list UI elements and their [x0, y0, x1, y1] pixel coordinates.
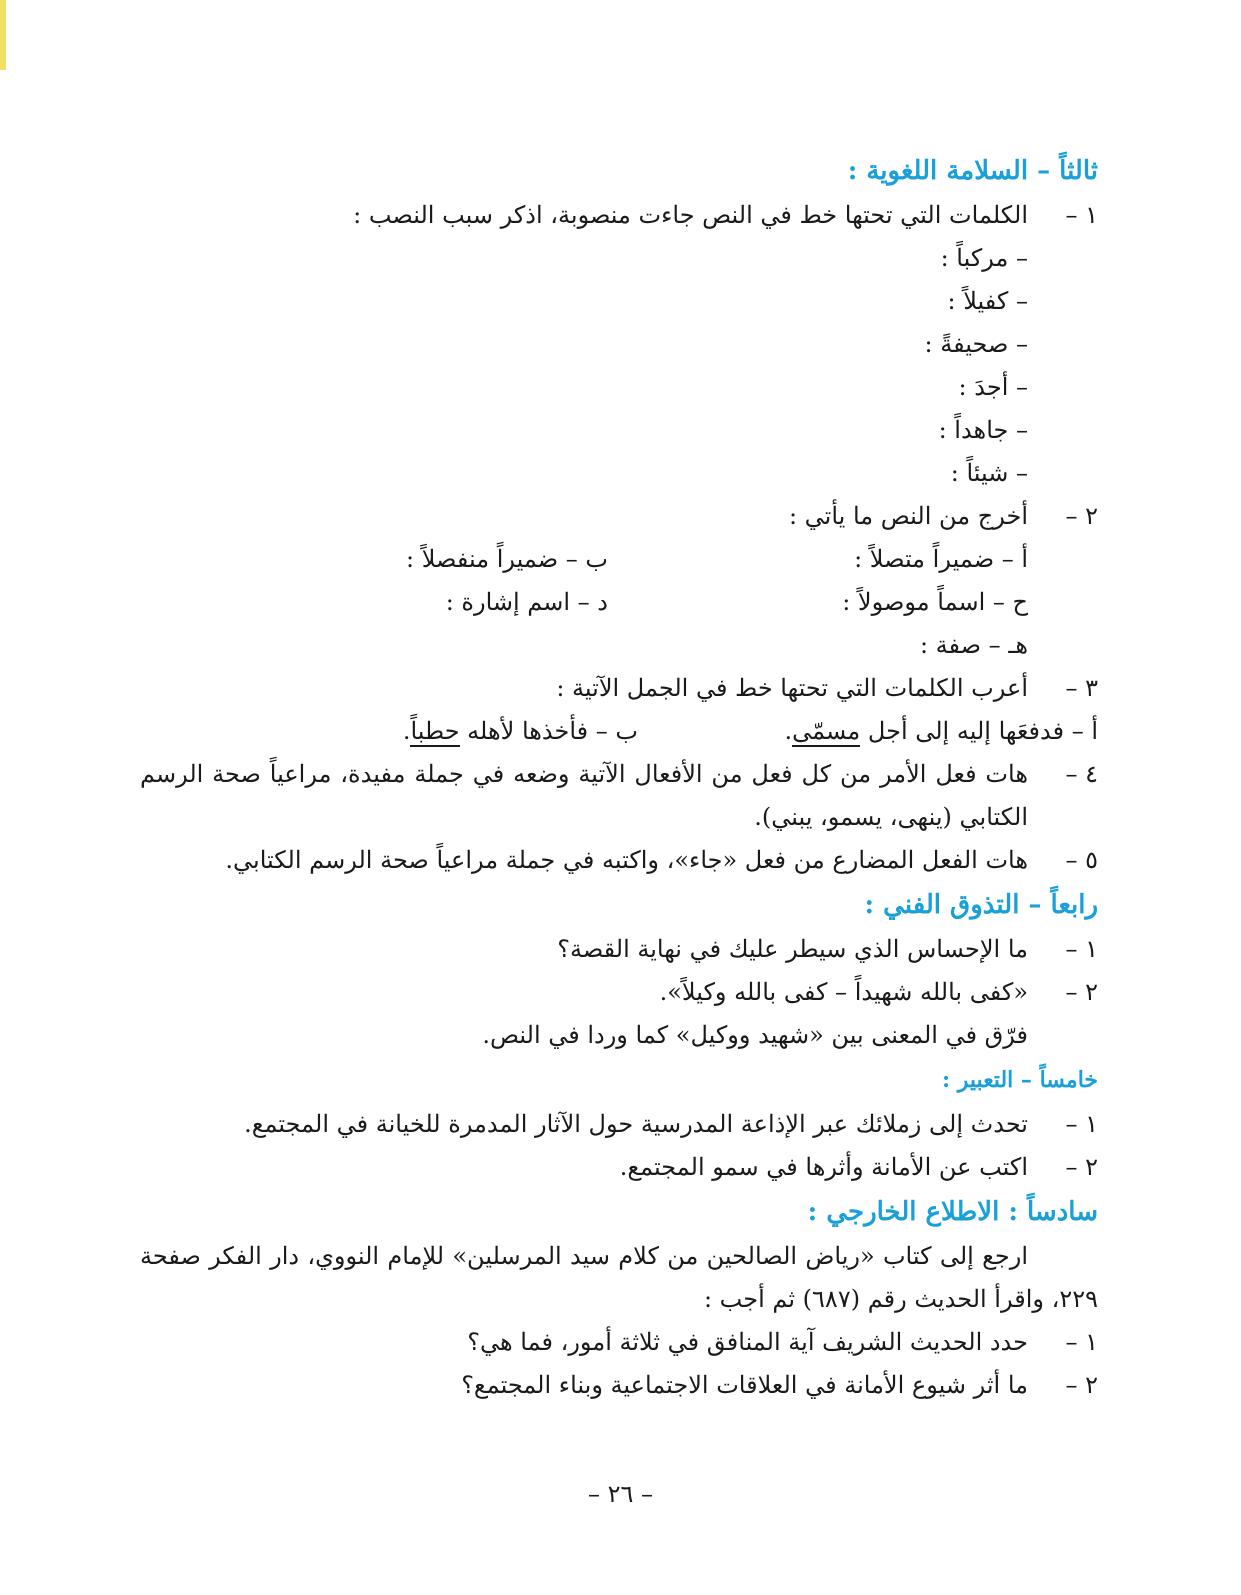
sub-item-d: د – اسم إشارة : [445, 588, 608, 616]
s3-question-1 [140, 194, 1098, 237]
question-number: ٤ – [1065, 760, 1098, 788]
s4-question-1 [140, 928, 1098, 971]
question-text: حدد الحديث الشريف آية المنافق في ثلاثة أمور، فما هي؟ [467, 1328, 1028, 1356]
question-number: ١ – [1065, 935, 1098, 963]
s3-question-3 [140, 667, 1098, 710]
underlined-word: مسمّى [792, 717, 861, 745]
question-number: ١ – [1065, 201, 1098, 229]
s4-question-2-continuation: فرّق في المعنى بين «شهيد ووكيل» كما وردا في النص. [482, 1021, 1028, 1049]
s3-question-2 [140, 495, 1098, 538]
worksheet-page [140, 148, 1098, 1548]
sub-item-b: ب – فأخذها لأهله حطباً. [402, 717, 638, 745]
sub-item-e: هـ – صفة : [919, 631, 1028, 659]
question-text: هات فعل الأمر من كل فعل من الأفعال الآتية وضعه في جملة مفيدة، مراعياً صحة الرسم الكتابي (ينهى، يسمو، يبني). [140, 760, 1028, 831]
s3-question-4 [140, 753, 1098, 839]
question-number: ٣ – [1065, 674, 1098, 702]
s4-question-2 [140, 971, 1098, 1014]
question-text: هات الفعل المضارع من فعل «جاء»، واكتبه في جملة مراعياً صحة الرسم الكتابي. [225, 846, 1028, 874]
question-text: ما الإحساس الذي سيطر عليك في نهاية القصة؟ [557, 935, 1028, 963]
word-item: – أجدَ : [958, 373, 1028, 401]
s5-question-2 [140, 1146, 1098, 1189]
question-text: الكلمات التي تحتها خط في النص جاءت منصوبة، اذكر سبب النصب : [353, 201, 1028, 229]
word-item: – صحيفةً : [924, 330, 1028, 358]
question-number: ٢ – [1065, 1371, 1098, 1399]
section-4-heading: رابعاً – التذوق الفني : [864, 890, 1098, 920]
question-text: ما أثر شيوع الأمانة في العلاقات الاجتماعية وبناء المجتمع؟ [461, 1371, 1028, 1399]
s5-question-1 [140, 1103, 1098, 1146]
sub-item-a: أ – ضميراً متصلاً : [854, 545, 1028, 573]
word-item: – مركباً : [940, 244, 1028, 272]
page-number: – ٢٦ – [587, 1480, 654, 1508]
word-item: – شيئاً : [950, 459, 1028, 487]
question-number: ١ – [1065, 1328, 1098, 1356]
question-text: تحدث إلى زملائك عبر الإذاعة المدرسية حول الآثار المدمرة للخيانة في المجتمع. [244, 1110, 1028, 1138]
s6-question-2 [140, 1364, 1098, 1407]
question-text: «كفى بالله شهيداً – كفى بالله وكيلاً». [659, 978, 1028, 1006]
underlined-word: حطباً [410, 717, 460, 745]
question-text: اكتب عن الأمانة وأثرها في سمو المجتمع. [619, 1153, 1028, 1181]
s3-question-5 [140, 839, 1098, 882]
section-3-heading: ثالثاً – السلامة اللغوية : [847, 156, 1098, 186]
question-number: ٢ – [1065, 502, 1098, 530]
word-item: – جاهداً : [938, 416, 1028, 444]
section-6-heading: سادساً : الاطلاع الخارجي : [807, 1197, 1098, 1227]
question-text: أخرج من النص ما يأتي : [788, 502, 1028, 530]
sub-item-b: ب – ضميراً منفصلاً : [406, 545, 608, 573]
s6-instruction-paragraph: ارجع إلى كتاب «رياض الصالحين من كلام سيد المرسلين» للإمام النووي، دار الفكر صفحة ٢٢٩، واقرأ الحديث رقم (٦٨٧) ثم أجب : [140, 1242, 1098, 1313]
s6-question-1 [140, 1321, 1098, 1364]
word-item: – كفيلاً : [947, 287, 1028, 315]
sub-item-row [140, 538, 1098, 581]
sub-item-a: أ – فدفعَها إليه إلى أجل مسمّى. [784, 717, 1098, 745]
question-number: ١ – [1065, 1110, 1098, 1138]
corner-color-mark [0, 0, 6, 70]
question-number: ٢ – [1065, 978, 1098, 1006]
question-number: ٥ – [1065, 846, 1098, 874]
question-number: ٢ – [1065, 1153, 1098, 1181]
sub-item-h: ح – اسماً موصولاً : [842, 588, 1028, 616]
sub-item-row [140, 710, 1098, 753]
sub-item-row [140, 581, 1098, 624]
question-text: أعرب الكلمات التي تحتها خط في الجمل الآتية : [556, 674, 1028, 702]
section-5-heading: خامساً – التعبير : [942, 1067, 1098, 1093]
